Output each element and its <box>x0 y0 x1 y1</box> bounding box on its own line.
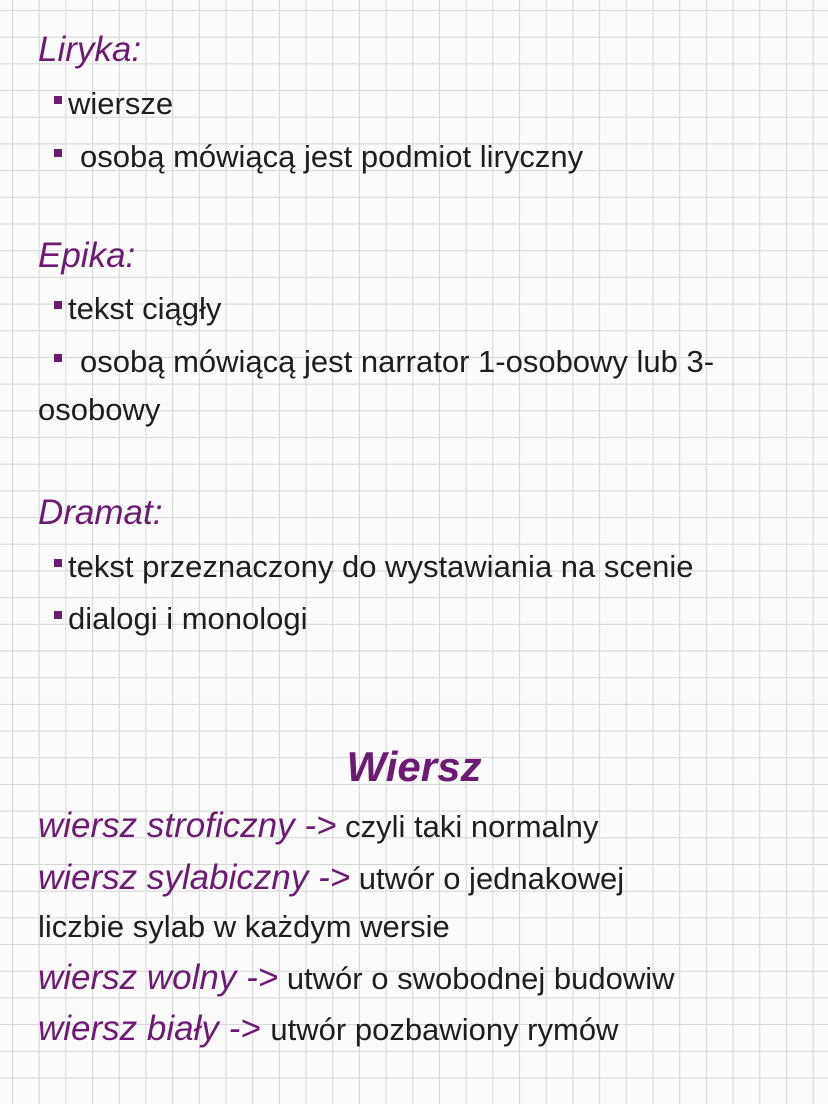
list-item-text: tekst ciągły <box>68 291 222 326</box>
definition-line <box>38 958 675 999</box>
list-item-continuation: osobowy <box>38 392 161 427</box>
definition-line <box>38 858 624 899</box>
list-item <box>54 599 308 639</box>
section-title-wiersz: Wiersz <box>346 743 482 790</box>
bullet-icon <box>54 611 62 619</box>
definition-term: wiersz wolny -> <box>38 958 279 997</box>
bullet-icon <box>54 149 62 157</box>
heading-epika: Epika: <box>38 236 136 275</box>
definition-line <box>38 907 450 947</box>
definition-term: wiersz biały -> <box>38 1009 271 1048</box>
list-item-text: wiersze <box>68 86 174 121</box>
bullet-icon <box>54 354 62 362</box>
list-item-text: osobą mówiącą jest podmiot liryczny <box>80 139 584 174</box>
definition-text: utwór pozbawiony rymów <box>270 1012 619 1047</box>
list-item <box>54 342 714 382</box>
definition-term: wiersz sylabiczny -> <box>38 858 351 897</box>
list-item-text: tekst przeznaczony do wystawiania na scenie <box>68 549 694 584</box>
definition-line <box>38 806 598 847</box>
list-item-text: dialogi i monologi <box>68 601 308 636</box>
definition-term: wiersz stroficzny -> <box>38 806 337 845</box>
list-item <box>54 289 221 329</box>
definition-text: czyli taki normalny <box>336 809 599 844</box>
bullet-icon <box>54 301 62 309</box>
bullet-icon <box>54 96 62 104</box>
bullet-icon <box>54 559 62 567</box>
definition-text: utwór o jednakowej <box>350 861 625 896</box>
heading-liryka: Liryka: <box>38 30 142 69</box>
definition-text: utwór o swobodnej budowiw <box>278 961 675 996</box>
list-item <box>54 547 694 587</box>
list-item-text: osobą mówiącą jest narrator 1-osobowy lub 3- <box>80 344 715 379</box>
list-item <box>54 84 173 124</box>
list-item <box>54 137 583 177</box>
definition-line <box>38 1009 618 1050</box>
definition-text: liczbie sylab w każdym wersie <box>38 909 450 944</box>
heading-dramat: Dramat: <box>38 493 163 532</box>
